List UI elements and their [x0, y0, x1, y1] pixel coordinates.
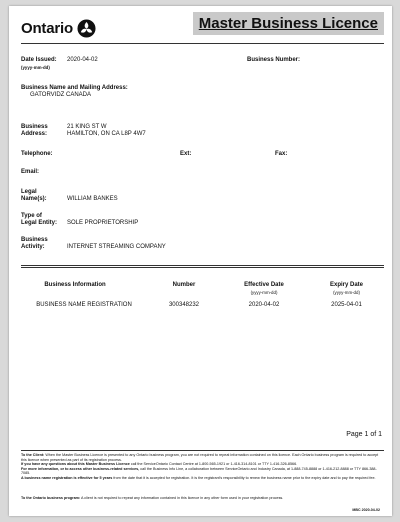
- footer-divider: [21, 450, 384, 451]
- effective-date-heading: Effective Date: [244, 282, 284, 288]
- row-number: 300348232: [168, 302, 200, 308]
- business-address-label-line1: Business: [21, 124, 48, 130]
- col-header-number: Number: [172, 282, 196, 288]
- footer-client-label: To the Client:: [21, 453, 45, 457]
- footer-client-text: When the Master Business Licence is presented to any Ontario business program, you are not required to repeat information contained on this licence. Each Ontario business program is required to accept this licence when presented as part of its registration process.: [21, 453, 379, 462]
- row-effective: 2020-04-02: [248, 302, 280, 308]
- business-number-label: Business Number:: [247, 57, 301, 63]
- ontario-wordmark: Ontario: [21, 20, 73, 37]
- expiry-date-heading: Expiry Date: [329, 282, 363, 288]
- address-line-2: HAMILTON, ON CA L8P 4W7: [67, 131, 146, 137]
- expiry-date-format: (yyyy-mm-dd): [333, 290, 360, 295]
- business-name-label: Business Name and Mailing Address:: [21, 85, 128, 91]
- footer-renewal-label: A business name registration is effective for 5 years: [21, 475, 113, 480]
- ext-label: Ext:: [180, 151, 192, 157]
- footer-renewal-text: from the date that it is accepted for registration. It is the registrant's responsibility to renew the business name prior to the expiry date and to pay the required fee.: [113, 475, 376, 480]
- ontario-logo: [21, 19, 96, 38]
- business-name-value: GATORVIDZ CANADA: [30, 92, 92, 98]
- trillium-icon: [77, 19, 96, 38]
- date-issued-label: [21, 57, 57, 71]
- business-activity-label-line1: Business: [21, 237, 48, 243]
- footer-program-note: [21, 496, 382, 501]
- business-activity-value: INTERNET STREAMING COMPANY: [67, 244, 166, 250]
- business-address-label: [21, 124, 48, 138]
- legal-entity-label-line1: Type of: [21, 213, 42, 219]
- address-line-1: 21 KING ST W: [67, 124, 107, 130]
- business-activity-label: [21, 237, 48, 251]
- footer-questions-label: If you have any questions about this Master Business Licence: [21, 462, 130, 467]
- header-divider: [21, 43, 384, 44]
- email-label: Email:: [21, 169, 40, 175]
- business-activity-label-line2: Activity:: [21, 244, 45, 250]
- page-number: Page 1 of 1: [346, 431, 382, 438]
- date-issued-value: 2020-04-02: [67, 57, 98, 63]
- licence-page: [9, 6, 392, 516]
- footer-client-note: [21, 453, 382, 481]
- row-expiry: 2025-04-01: [331, 302, 362, 308]
- legal-names-label: [21, 189, 47, 203]
- table-top-divider: [21, 265, 384, 268]
- col-header-expiry: [314, 282, 379, 296]
- legal-entity-value: SOLE PROPRIETORSHIP: [67, 220, 139, 226]
- footer-program-text: A client is not required to repeat any information contained in this licence in any other form used in your registration process.: [80, 496, 284, 500]
- legal-names-label-line1: Legal: [21, 189, 37, 195]
- business-address-value: [67, 124, 146, 138]
- business-address-label-line2: Address:: [21, 131, 48, 137]
- row-info: BUSINESS NAME REGISTRATION: [36, 302, 132, 308]
- footer-more-info-text: call the Business Info Line, a collaboration between ServiceOntario and Industry Canada, at 1-888-745-8888 or 1-416-212-8888 or TTY 866-388-7085.: [21, 466, 377, 476]
- effective-date-format: (yyyy-mm-dd): [250, 290, 278, 295]
- fax-label: Fax:: [275, 151, 288, 157]
- telephone-label: Telephone:: [21, 151, 53, 157]
- legal-entity-label-line2: Legal Entity:: [21, 220, 58, 226]
- footer-questions-text: call the ServiceOntario Contact Centre at 1-800-565-1921 or 1-416-314-8101 or TTY 1-416-326-8566.: [130, 462, 298, 467]
- col-header-info: Business Information: [44, 282, 106, 288]
- date-issued-label-text: Date Issued:: [21, 57, 57, 63]
- footer-more-info-label: For more information, or to access other business-related services,: [21, 466, 140, 471]
- legal-names-label-line2: Name(s):: [21, 196, 47, 202]
- col-header-effective: [229, 282, 299, 296]
- title-banner: [193, 12, 384, 35]
- form-code: MBC 2020-04-02: [352, 508, 380, 512]
- legal-entity-label: [21, 213, 57, 227]
- document-title: Master Business Licence: [198, 15, 378, 32]
- legal-names-value: WILLIAM BANKES: [67, 196, 118, 202]
- date-format-hint: (yyyy-mm-dd): [21, 65, 50, 70]
- footer-program-label: To the Ontario business program:: [21, 496, 81, 500]
